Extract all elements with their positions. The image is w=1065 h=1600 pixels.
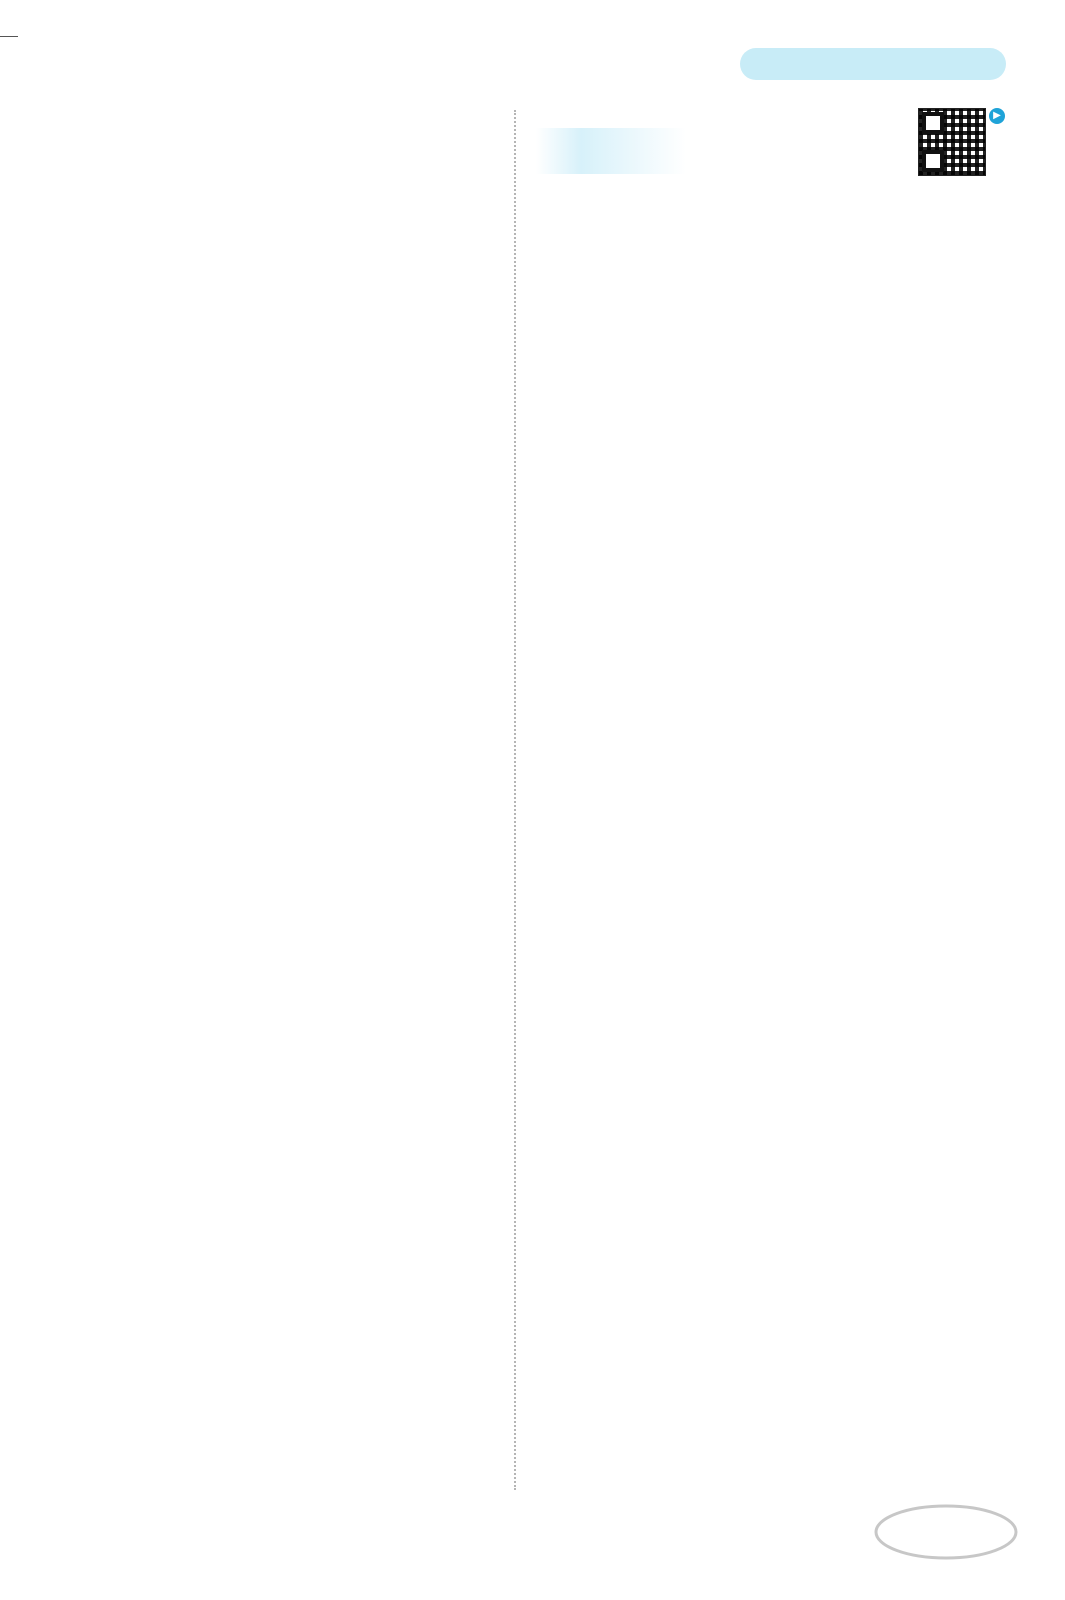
qr-code-icon[interactable] bbox=[918, 108, 986, 176]
header-badge bbox=[740, 48, 1006, 80]
play-icon[interactable]: ▶ bbox=[989, 108, 1005, 124]
watermark-logo-icon bbox=[866, 1500, 1026, 1590]
right-column bbox=[536, 108, 1014, 226]
lesson-header bbox=[536, 108, 1014, 226]
column-divider bbox=[514, 110, 516, 1490]
crop-mark bbox=[0, 36, 18, 37]
lesson-title-band bbox=[536, 128, 686, 174]
